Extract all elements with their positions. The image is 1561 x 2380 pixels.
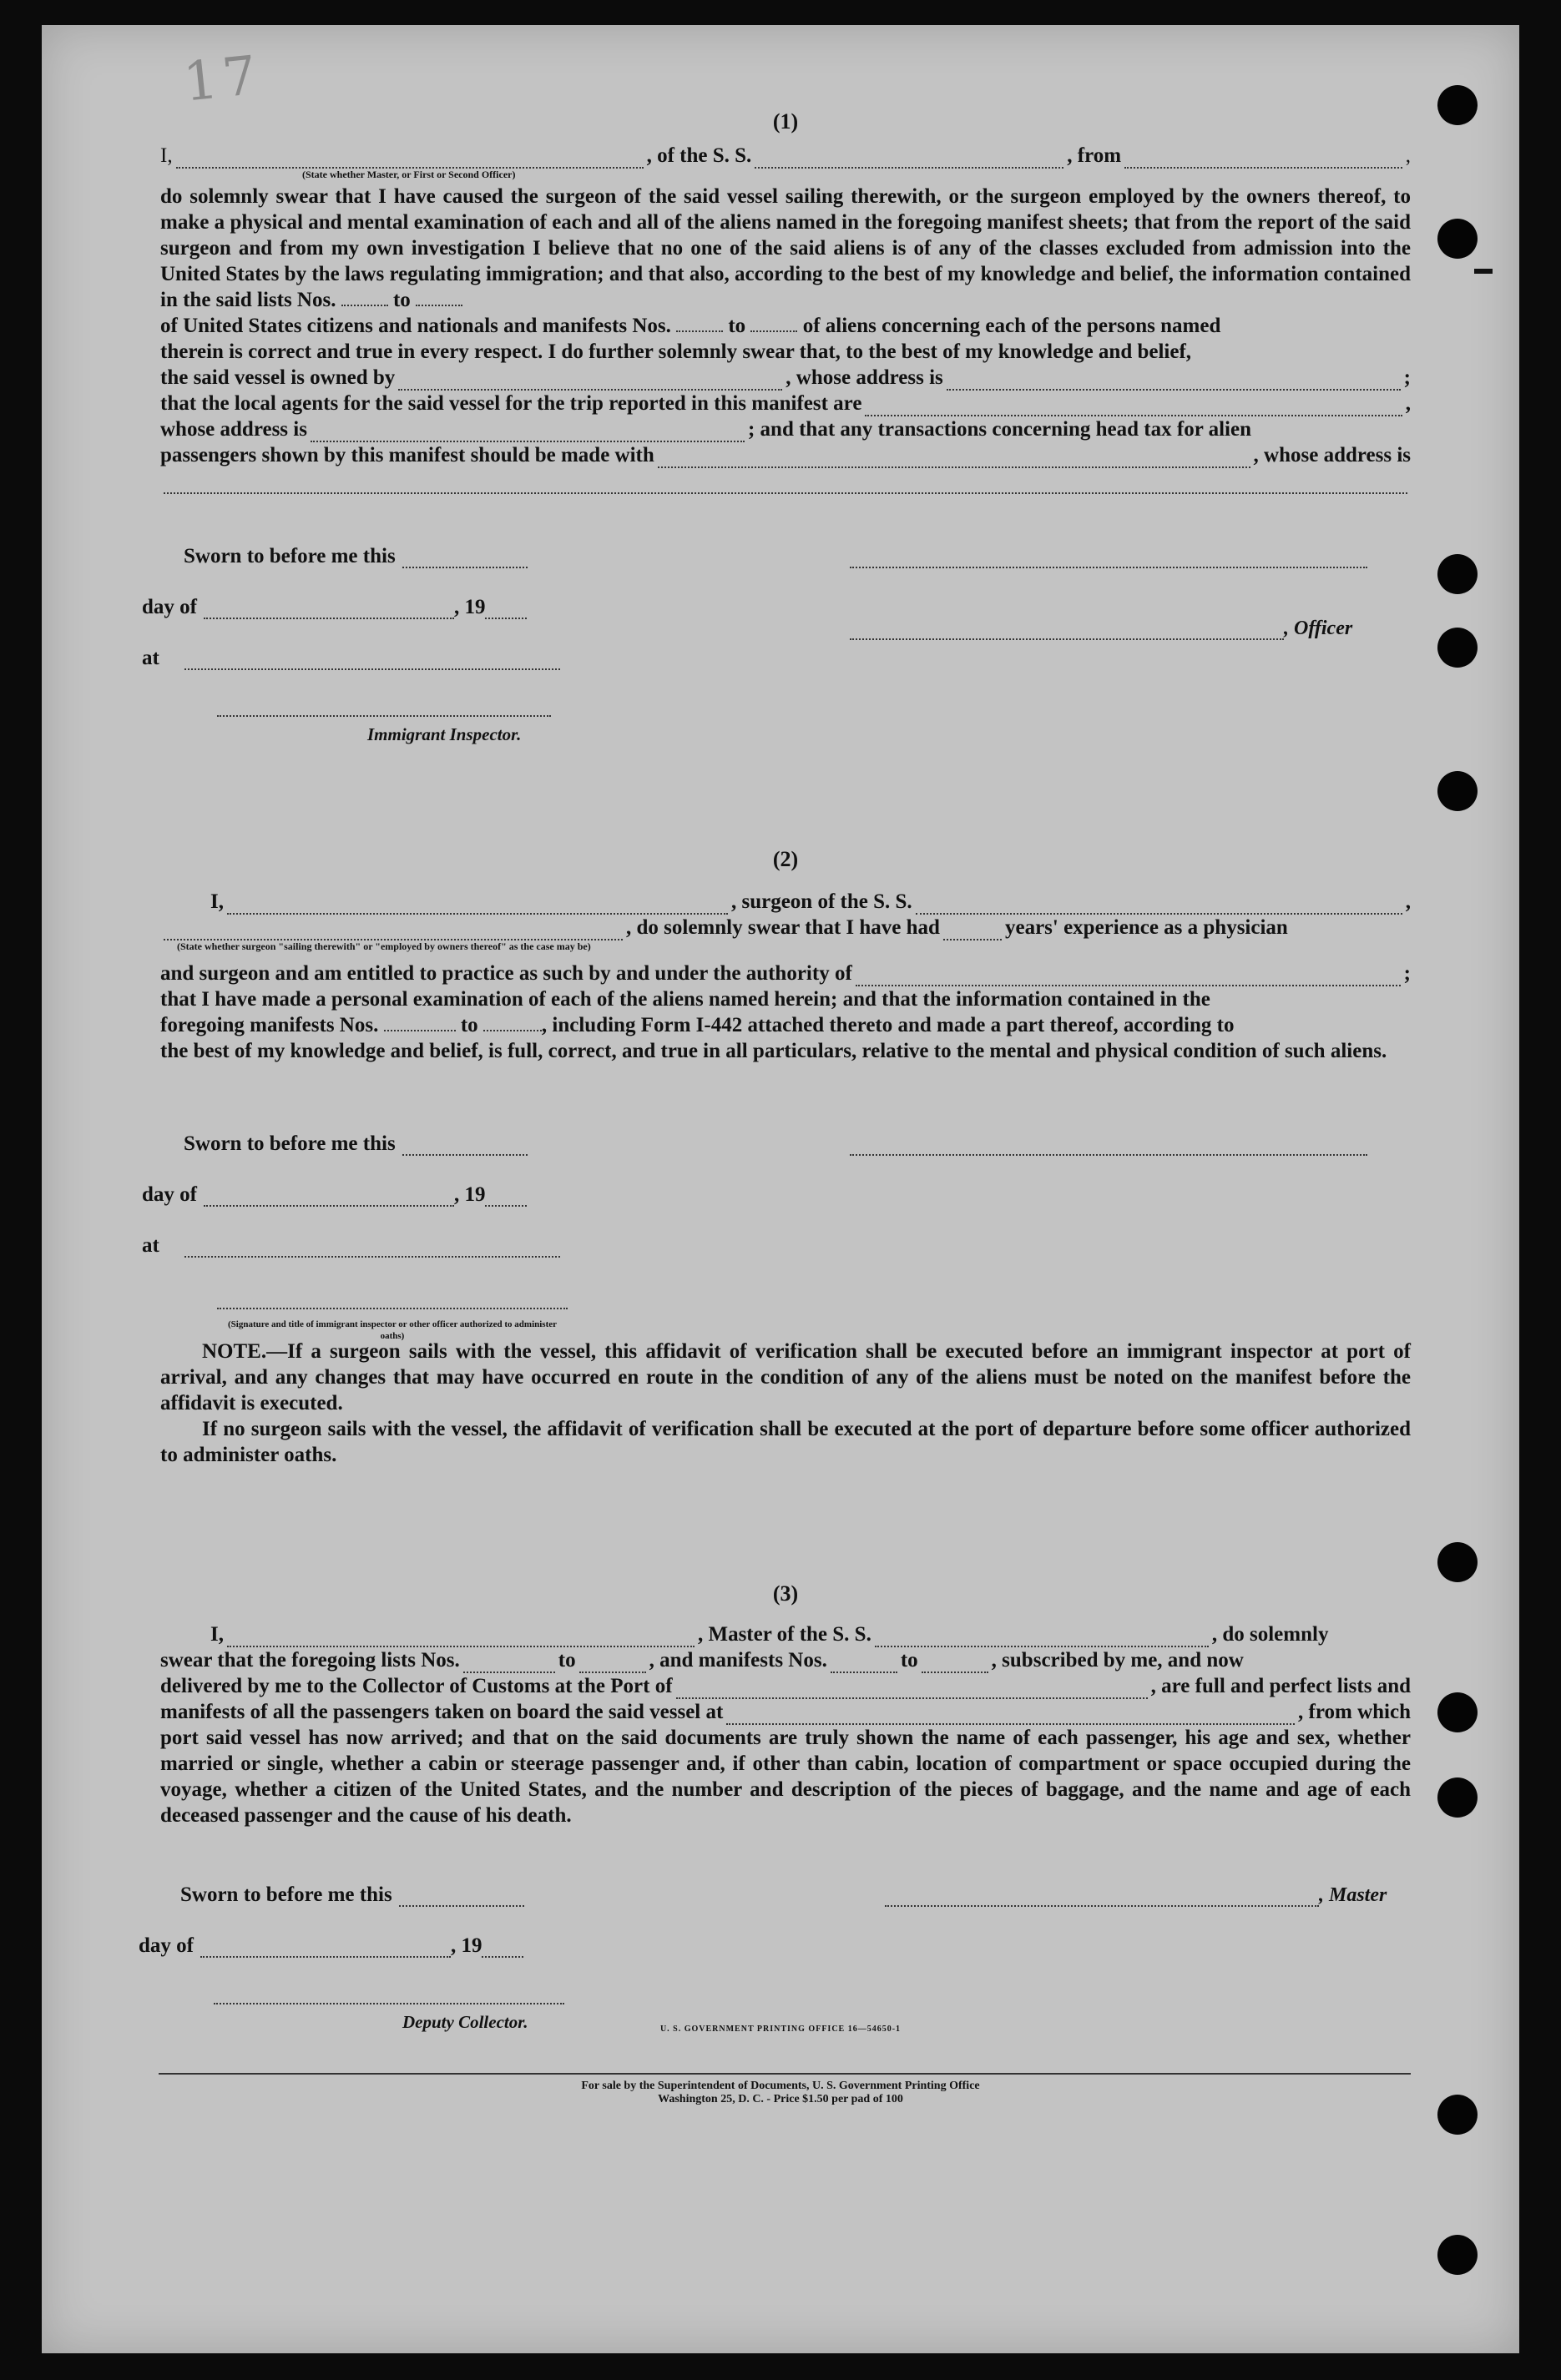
oath-text: do solemnly swear that I have caused the surgeon of the said vessel sailing therewith, or the surgeon employed by the owners thereof, to make a physical and mental examination of each and all of the aliens named in the foregoing manifest sheets; that from the report of the said surgeon and from my own investigation I believe that no one of the said aliens is of any of the classes excluded from admission into the United States by the laws regulating immigration; and that also, according to the best of my knowledge and belief, the information contained in the said lists Nos. bbox=[160, 185, 1411, 311]
deputy-caption: Deputy Collector. bbox=[402, 2012, 528, 2032]
manifests-from-field[interactable] bbox=[676, 315, 723, 332]
boarding-line: manifests of all the passengers taken on board the said vessel at , from which bbox=[160, 1701, 1411, 1723]
master-lists-to-field[interactable] bbox=[579, 1655, 646, 1673]
section-3 bbox=[160, 1581, 1411, 1828]
inspector-caption: Immigrant Inspector. bbox=[367, 724, 522, 744]
surgeon-name-field[interactable] bbox=[227, 896, 728, 915]
binder-hole bbox=[1437, 1542, 1478, 1582]
authority-line: and surgeon and am entitled to practice as such by and under the authority of ; bbox=[160, 962, 1411, 985]
sale-line-1: For sale by the Superintendent of Documents, U. S. Government Printing Office bbox=[581, 2080, 980, 2092]
oath-header-line: I, , of the S. S. , from , bbox=[160, 144, 1411, 167]
section-2-jurat: Sworn to before me this day of , 19 at (Signature and title of immigrant inspector or other officer authorized to administer oaths) bbox=[142, 1130, 609, 1342]
owner-field[interactable] bbox=[398, 372, 782, 391]
sale-line-2: Washington 25, D. C. - Price $1.50 per pad of 100 bbox=[658, 2093, 903, 2105]
section-1-officer-signature: , Officer bbox=[850, 542, 1411, 640]
sworn-month-field[interactable] bbox=[200, 1939, 451, 1958]
sworn-year-field[interactable] bbox=[485, 1188, 527, 1207]
agents-field[interactable] bbox=[865, 398, 1402, 416]
owner-line: the said vessel is owned by , whose address is ; bbox=[160, 366, 1411, 389]
binder-hole bbox=[1437, 1692, 1478, 1732]
section-1-jurat: Sworn to before me this day of , 19 at Immigrant Inspector. bbox=[142, 542, 609, 745]
binder-hole bbox=[1437, 554, 1478, 594]
master-lists-from-field[interactable] bbox=[463, 1655, 555, 1673]
sworn-day-field[interactable] bbox=[399, 1888, 524, 1907]
of-ss-label: , of the S. S. bbox=[646, 144, 752, 167]
surgeon-caption: (State whether surgeon "sailing therewith" or "employed by owners thereof" as the case may be) bbox=[177, 940, 591, 952]
oath-paragraph: do solemnly swear that I have caused the surgeon of the said vessel sailing therewith, or the surgeon employed by the owners thereof, to make a physical and mental examination of each and all of the aliens named in the foregoing manifest sheets; that from the report of the said surgeon and from my own investigation I believe that no one of the said aliens is of any of the classes excluded from admission into the United States by the laws regulating immigration; and that also, according to the best of my knowledge and belief, the information contained in the said lists Nos. to of United States citizens and nationals and manifests Nos. to of aliens concerning each of the persons named therein is correct and true in every respect. I do further solemnly swear that, to the best of my knowledge and belief, bbox=[160, 185, 1411, 363]
section-number: (2) bbox=[772, 847, 799, 871]
section-1 bbox=[160, 108, 1411, 494]
master-paragraph: port said vessel has now arrived; and that on the said documents are truly shown the name of each passenger, his age and sex, whether married or single, whether a cabin or steerage passenger and, if other than cabin, location of compartment or space occupied during the voyage, whether a citizen of the United States, and the number and description of the pieces of baggage, and the name and age of each deceased passenger and the cause of his death. bbox=[160, 1727, 1411, 1827]
owner-address-field[interactable] bbox=[947, 372, 1401, 391]
margin-mark bbox=[1474, 269, 1493, 274]
section-number: (3) bbox=[772, 1581, 799, 1606]
master-name-field[interactable] bbox=[227, 1629, 695, 1647]
experience-line: , do solemnly swear that I have had years' experience as a physician bbox=[160, 915, 1411, 940]
head-tax-address-field[interactable] bbox=[164, 476, 1407, 494]
binder-hole bbox=[1437, 771, 1478, 811]
officer-name-field[interactable] bbox=[176, 150, 644, 169]
sworn-year-field[interactable] bbox=[485, 601, 527, 619]
surgeon-vessel-field[interactable] bbox=[916, 896, 1402, 915]
section-2 bbox=[160, 846, 1411, 1064]
master-manifests-from-field[interactable] bbox=[831, 1655, 897, 1673]
i-label: I, bbox=[160, 144, 173, 167]
signature-caption: (Signature and title of immigrant inspector or other officer authorized to administer oaths) bbox=[227, 1319, 558, 1341]
from-port-field[interactable] bbox=[1124, 150, 1402, 169]
manifests-to-field[interactable] bbox=[750, 315, 797, 332]
port-of-arrival-field[interactable] bbox=[676, 1681, 1148, 1699]
boarding-port-field[interactable] bbox=[726, 1707, 1295, 1725]
from-label: , from bbox=[1067, 144, 1122, 167]
binder-hole bbox=[1437, 1777, 1478, 1818]
surgeon-manifests-from-field[interactable] bbox=[384, 1015, 456, 1031]
surgeon-signature-field[interactable] bbox=[850, 1137, 1367, 1156]
agents-address-field[interactable] bbox=[311, 424, 745, 442]
section-number: (1) bbox=[772, 109, 799, 134]
deputy-collector-signature-field[interactable] bbox=[214, 1986, 564, 2004]
lists-line: swear that the foregoing lists Nos. to , and manifests Nos. to , subscribed by me, and now bbox=[160, 1649, 1244, 1672]
binder-hole bbox=[1437, 85, 1478, 125]
head-tax-address-line bbox=[160, 468, 1411, 494]
binder-hole bbox=[1437, 219, 1478, 259]
sworn-month-field[interactable] bbox=[204, 601, 454, 619]
agents-address-line: whose address is ; and that any transactions concerning head tax for alien bbox=[160, 418, 1251, 441]
master-manifests-to-field[interactable] bbox=[922, 1655, 988, 1673]
master-line: I, , Master of the S. S. , do solemnly bbox=[210, 1623, 1329, 1646]
head-tax-line: passengers shown by this manifest should be made with , whose address is bbox=[160, 444, 1411, 466]
sworn-year-field[interactable] bbox=[482, 1939, 523, 1958]
section-3-master-signature: , Master bbox=[885, 1881, 1411, 1907]
port-line: delivered by me to the Collector of Customs at the Port of , are full and perfect lists and bbox=[160, 1675, 1411, 1697]
sworn-day-field[interactable] bbox=[402, 550, 528, 568]
officer-caption: (State whether Master, or First or Second Officer) bbox=[302, 169, 516, 180]
surgeon-manifests-to-field[interactable] bbox=[483, 1015, 542, 1031]
inspector-signature-field[interactable] bbox=[217, 698, 551, 717]
lists-from-field[interactable] bbox=[341, 290, 388, 306]
sworn-month-field[interactable] bbox=[204, 1188, 454, 1207]
sworn-place-field[interactable] bbox=[184, 1239, 560, 1258]
sworn-day-field[interactable] bbox=[402, 1137, 528, 1156]
officer-signature-line-1[interactable] bbox=[850, 550, 1367, 568]
section-3-jurat: Sworn to before me this day of , 19 Deputy Collector. bbox=[139, 1881, 606, 2033]
manifest-page bbox=[42, 25, 1519, 2353]
surgeon-paragraph: that I have made a personal examination of each of the aliens named herein; and that the information contained in the foregoing manifests Nos. to , including Form I-442 attached thereto and made a part thereof, according to the best of my knowledge and belief, is full, correct, and true in all particulars, relative to the mental and physical condition of such aliens. bbox=[160, 988, 1387, 1062]
vessel-name-field[interactable] bbox=[755, 150, 1063, 169]
handwritten-page-number: 17 bbox=[180, 44, 265, 114]
section-2-surgeon-signature bbox=[850, 1130, 1411, 1156]
printing-office-line: U. S. GOVERNMENT PRINTING OFFICE 16—54650-1 bbox=[659, 2025, 902, 2034]
lists-to-field[interactable] bbox=[416, 290, 462, 306]
authority-field[interactable] bbox=[856, 968, 1401, 986]
binder-hole bbox=[1437, 2235, 1478, 2275]
master-signature-field[interactable] bbox=[885, 1888, 1319, 1907]
sworn-place-field[interactable] bbox=[184, 652, 560, 670]
verification-note: NOTE.—If a surgeon sails with the vessel, this affidavit of verification shall be executed before an immigrant inspector at port of arrival, and any changes that may have occurred en route in the condition of any of the aliens must be noted on the manifest before the affidavit is executed. If no surgeon sails with the vessel, the affidavit of verification shall be executed at the port of departure before some officer authorized to administer oaths. bbox=[160, 1340, 1411, 1466]
agents-line: that the local agents for the said vessel for the trip reported in this manifest are , bbox=[160, 392, 1411, 415]
surgeon-status-field[interactable] bbox=[164, 922, 623, 940]
surgeon-line: I, , surgeon of the S. S. , bbox=[210, 890, 1411, 913]
binder-hole bbox=[1437, 628, 1478, 668]
officer-signature-field[interactable] bbox=[850, 622, 1284, 640]
head-tax-party-field[interactable] bbox=[658, 450, 1250, 468]
footer-rule bbox=[159, 2073, 1411, 2075]
years-field[interactable] bbox=[943, 922, 1002, 940]
authorized-officer-signature-field[interactable] bbox=[217, 1291, 568, 1309]
master-vessel-field[interactable] bbox=[875, 1629, 1209, 1647]
